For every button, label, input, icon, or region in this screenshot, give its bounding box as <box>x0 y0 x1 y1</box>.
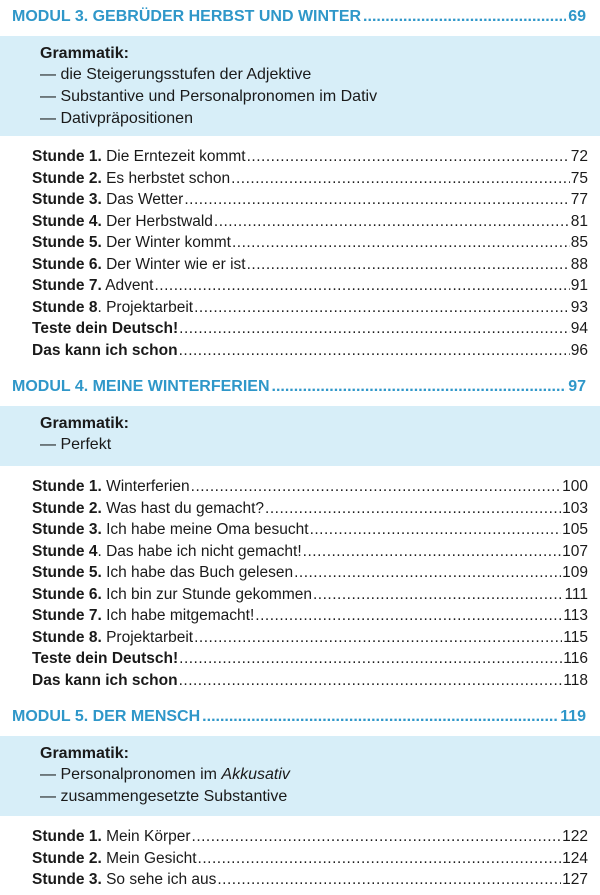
leader-dots <box>272 378 567 396</box>
entry-page: 127 <box>562 871 588 888</box>
module-3-page: 69 <box>568 8 586 25</box>
entry-page: 72 <box>570 148 588 165</box>
grammar-item <box>40 764 290 786</box>
toc-entry[interactable] <box>32 500 588 521</box>
toc-entry[interactable] <box>32 320 588 341</box>
grammar-title: Grammatik: <box>40 745 129 762</box>
entry-label: Stunde 2. <box>32 849 102 867</box>
leader-dots <box>179 320 570 338</box>
entry-label: Stunde 1. <box>32 828 102 845</box>
leader-dots <box>232 234 570 252</box>
module-3-title-line[interactable] <box>12 8 586 26</box>
grammar-item: — zusammengesetzte Substantive <box>40 788 288 805</box>
grammar-item: — Perfekt <box>40 436 112 453</box>
module-5-title: MODUL 5. DER MENSCH <box>12 708 201 725</box>
module-4-title-line[interactable] <box>12 378 586 396</box>
entry-label: Stunde 3. <box>32 871 102 888</box>
entry-page: 75 <box>570 169 588 187</box>
grammar-item: — die Steigerungsstufen der Adjektive <box>40 66 312 83</box>
leader-dots <box>247 256 570 274</box>
entry-text: Ich habe meine Oma besucht <box>106 521 309 538</box>
leader-dots <box>303 543 561 561</box>
entry-label: Stunde 2. <box>32 499 102 517</box>
entry-label: Das kann ich schon <box>32 341 178 359</box>
entry-label: Stunde 5. <box>32 234 102 251</box>
entry-page: 85 <box>570 234 588 251</box>
entry-page: 81 <box>570 212 588 230</box>
toc-entry[interactable] <box>32 478 588 499</box>
entry-text: Ich bin zur Stunde gekommen <box>106 585 312 603</box>
leader-dots <box>247 148 570 166</box>
entry-page: 118 <box>563 671 588 689</box>
toc-entry[interactable] <box>32 564 588 585</box>
entry-label: Stunde 1. <box>32 148 102 165</box>
entry-text: Mein Körper <box>106 828 191 845</box>
entry-text: Der Winter wie er ist <box>106 255 246 273</box>
toc-entry[interactable] <box>32 650 588 671</box>
module-5-grammar-box <box>0 736 600 816</box>
entry-text: Der Winter kommt <box>106 234 231 251</box>
leader-dots <box>255 607 562 625</box>
module-5-header <box>0 700 600 738</box>
leader-dots <box>214 213 570 231</box>
entry-label: Teste dein Deutsch! <box>32 650 179 667</box>
entry-page: 103 <box>562 499 588 517</box>
leader-dots <box>179 650 562 668</box>
entry-text: Der Herbstwald <box>106 212 213 230</box>
entry-page: 109 <box>562 564 588 581</box>
toc-entry[interactable] <box>32 828 588 849</box>
leader-dots <box>191 478 561 496</box>
entry-page: 124 <box>562 849 588 867</box>
entry-page: 113 <box>563 607 588 624</box>
entry-label: Stunde 3. <box>32 521 102 538</box>
grammar-item: — Dativpräpositionen <box>40 110 193 127</box>
toc-entry[interactable] <box>32 850 588 871</box>
toc-entry[interactable] <box>32 277 588 298</box>
leader-dots <box>363 8 566 26</box>
entry-page: 122 <box>562 828 588 845</box>
leader-dots <box>198 850 562 868</box>
entry-label: Stunde 5. <box>32 564 102 581</box>
leader-dots <box>184 191 569 209</box>
entry-page: 105 <box>562 521 588 538</box>
toc-entry[interactable] <box>32 521 588 542</box>
entry-page: 91 <box>570 277 588 294</box>
module-3-title: MODUL 3. GEBRÜDER HERBST UND WINTER <box>12 8 362 25</box>
entry-page: 77 <box>570 191 588 208</box>
entry-label: Teste dein Deutsch! <box>32 320 179 337</box>
module-5-title-line[interactable] <box>12 708 586 726</box>
leader-dots <box>194 299 570 317</box>
entry-page: 94 <box>570 320 588 337</box>
leader-dots <box>179 672 563 690</box>
entry-label: Stunde 4. <box>32 212 102 230</box>
leader-dots <box>294 564 561 582</box>
entry-label: Stunde 4 <box>32 542 98 560</box>
entry-page: 107 <box>562 542 588 560</box>
leader-dots <box>231 170 570 188</box>
entry-page: 93 <box>570 298 588 316</box>
leader-dots <box>179 342 570 360</box>
entry-label: Stunde 8 <box>32 298 98 316</box>
toc-entry[interactable] <box>32 342 588 363</box>
grammar-title: Grammatik: <box>40 415 129 432</box>
entry-text: Mein Gesicht <box>106 849 197 867</box>
entry-page: 96 <box>570 341 588 359</box>
entry-text: Ich habe mitgemacht! <box>106 607 255 624</box>
toc-entry[interactable] <box>32 234 588 255</box>
leader-dots <box>265 500 561 518</box>
grammar-title: Grammatik: <box>40 45 129 62</box>
entry-label: Stunde 7. <box>32 607 102 624</box>
toc-entry[interactable] <box>32 256 588 277</box>
module-4-page: 97 <box>568 378 586 395</box>
entry-text: Advent <box>105 277 154 294</box>
toc-entry[interactable] <box>32 586 588 607</box>
leader-dots <box>217 871 561 889</box>
leader-dots <box>202 708 558 726</box>
entry-label: Stunde 8. <box>32 628 102 646</box>
leader-dots <box>192 828 562 846</box>
entry-page: 115 <box>563 628 588 646</box>
module-3-header <box>0 0 600 38</box>
entry-label: Stunde 7. <box>32 277 102 294</box>
module-3-grammar-box <box>0 36 600 136</box>
module-5-page: 119 <box>560 708 586 725</box>
entry-page: 116 <box>563 650 588 667</box>
entry-label: Das kann ich schon <box>32 671 178 689</box>
module-4-title: MODUL 4. MEINE WINTERFERIEN <box>12 378 270 395</box>
entry-text: Das Wetter <box>106 191 184 208</box>
toc-entry[interactable] <box>32 148 588 169</box>
entry-label: Stunde 3. <box>32 191 102 208</box>
toc-entry[interactable] <box>32 213 588 234</box>
module-4-header <box>0 370 600 408</box>
grammar-item-text: — Personalpronomen im Akkusativ <box>40 766 290 783</box>
entry-text: Was hast du gemacht? <box>106 499 265 517</box>
entry-text: . Das habe ich nicht gemacht! <box>97 542 302 560</box>
entry-text: Winterferien <box>106 478 190 495</box>
entry-text: Es herbstet schon <box>106 169 231 187</box>
entry-text: So sehe ich aus <box>106 871 217 888</box>
toc-entry[interactable] <box>32 299 588 320</box>
entry-page: 100 <box>562 478 588 495</box>
entry-text: Projektarbeit <box>106 628 194 646</box>
toc-entry[interactable] <box>32 170 588 191</box>
entry-text: Ich habe das Buch gelesen <box>106 564 294 581</box>
entry-text: . Projektarbeit <box>97 298 194 316</box>
entry-label: Stunde 1. <box>32 478 102 495</box>
entry-label: Stunde 2. <box>32 169 102 187</box>
entry-page: 111 <box>564 585 588 603</box>
module-4-grammar-box <box>0 406 600 466</box>
entry-label: Stunde 6. <box>32 585 102 603</box>
toc-entry[interactable] <box>32 191 588 212</box>
entry-text: Die Erntezeit kommt <box>106 148 246 165</box>
leader-dots <box>194 629 562 647</box>
entry-label: Stunde 6. <box>32 255 102 273</box>
toc-entry[interactable] <box>32 629 588 650</box>
entry-page: 88 <box>570 255 588 273</box>
toc-entry[interactable] <box>32 871 588 892</box>
leader-dots <box>310 521 562 539</box>
grammar-item: — Substantive und Personalpronomen im Dativ <box>40 88 378 105</box>
leader-dots <box>313 586 563 604</box>
leader-dots <box>154 277 569 295</box>
toc-entry[interactable] <box>32 543 588 564</box>
toc-entry[interactable] <box>32 607 588 628</box>
toc-entry[interactable] <box>32 672 588 693</box>
